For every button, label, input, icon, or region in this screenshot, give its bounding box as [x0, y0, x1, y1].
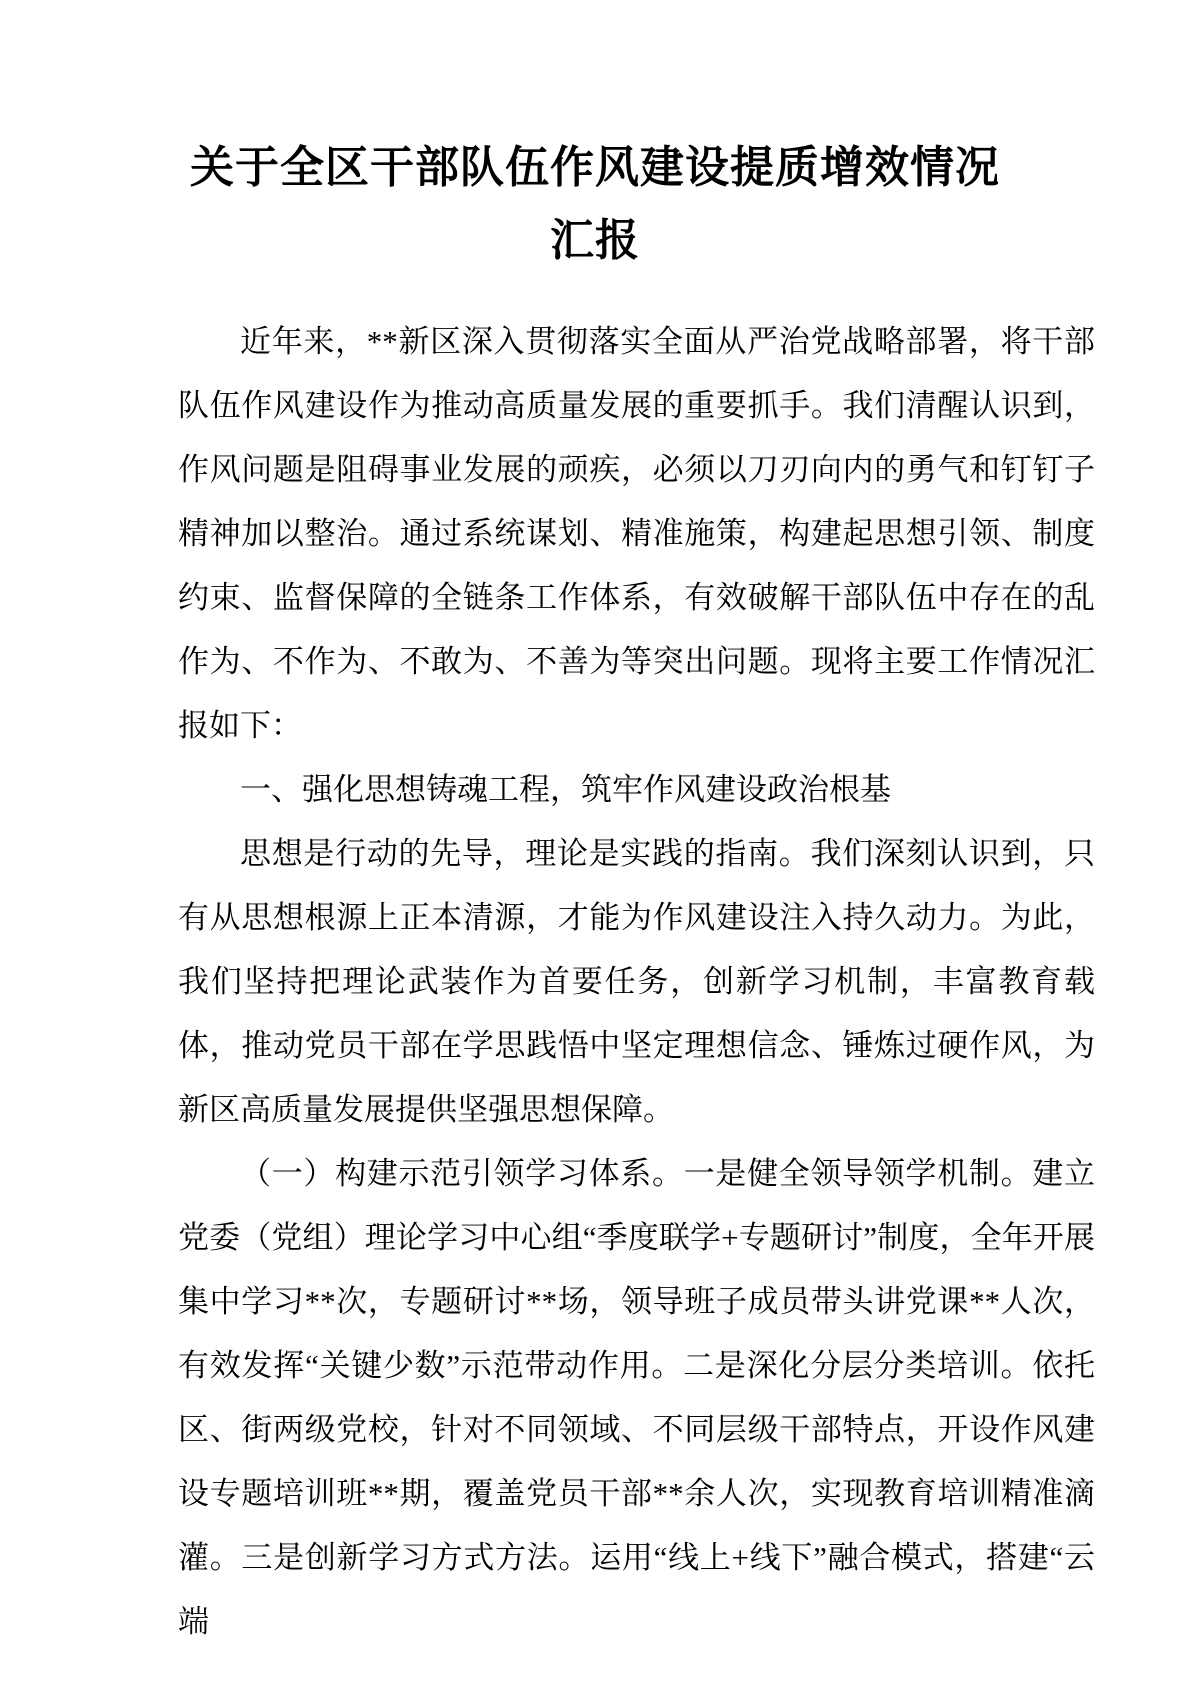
paragraph: 近年来，**新区深入贯彻落实全面从严治党战略部署，将干部队伍作风建设作为推动高质量发展的重要抓手。我们清醒认识到，作风问题是阻碍事业发展的顽疾，必须以刀刃向内的勇气和钉钉子精神加以整治。通过系统谋划、精准施策，构建起思想引领、制度约束、监督保障的全链条工作体系，有效破解干部队伍中存在的乱作为、不作为、不敢为、不善为等突出问题。现将主要工作情况汇报如下： [178, 324, 1095, 743]
paragraph: 思想是行动的先导，理论是实践的指南。我们深刻认识到，只有从思想根源上正本清源，才能为作风建设注入持久动力。为此，我们坚持把理论武装作为首要任务，创新学习机制，丰富教育载体，推动党员干部在学思践悟中坚定理想信念、锤炼过硬作风，为新区高质量发展提供坚强思想保障。 [178, 836, 1095, 1127]
document-body [0, 310, 1190, 1654]
section-heading: 一、强化思想铸魂工程，筑牢作风建设政治根基 [240, 772, 891, 807]
paragraph: （一）构建示范引领学习体系。一是健全领导领学机制。建立党委（党组）理论学习中心组“季度联学+专题研讨”制度，全年开展集中学习**次，专题研讨**场，领导班子成员带头讲党课**人次，有效发挥“关键少数”示范带动作用。二是深化分层分类培训。依托区、街两级党校，针对不同领域、不同层级干部特点，开设作风建设专题培训班**期，覆盖党员干部**余人次，实现教育培训精准滴灌。三是创新学习方式方法。运用“线上+线下”融合模式，搭建“云端 [178, 1156, 1095, 1639]
document-title-line-1: 关于全区干部队伍作风建设提质增效情况 [190, 143, 1000, 192]
document-title-line-2: 汇报 [550, 216, 640, 265]
document-title [0, 0, 1190, 277]
